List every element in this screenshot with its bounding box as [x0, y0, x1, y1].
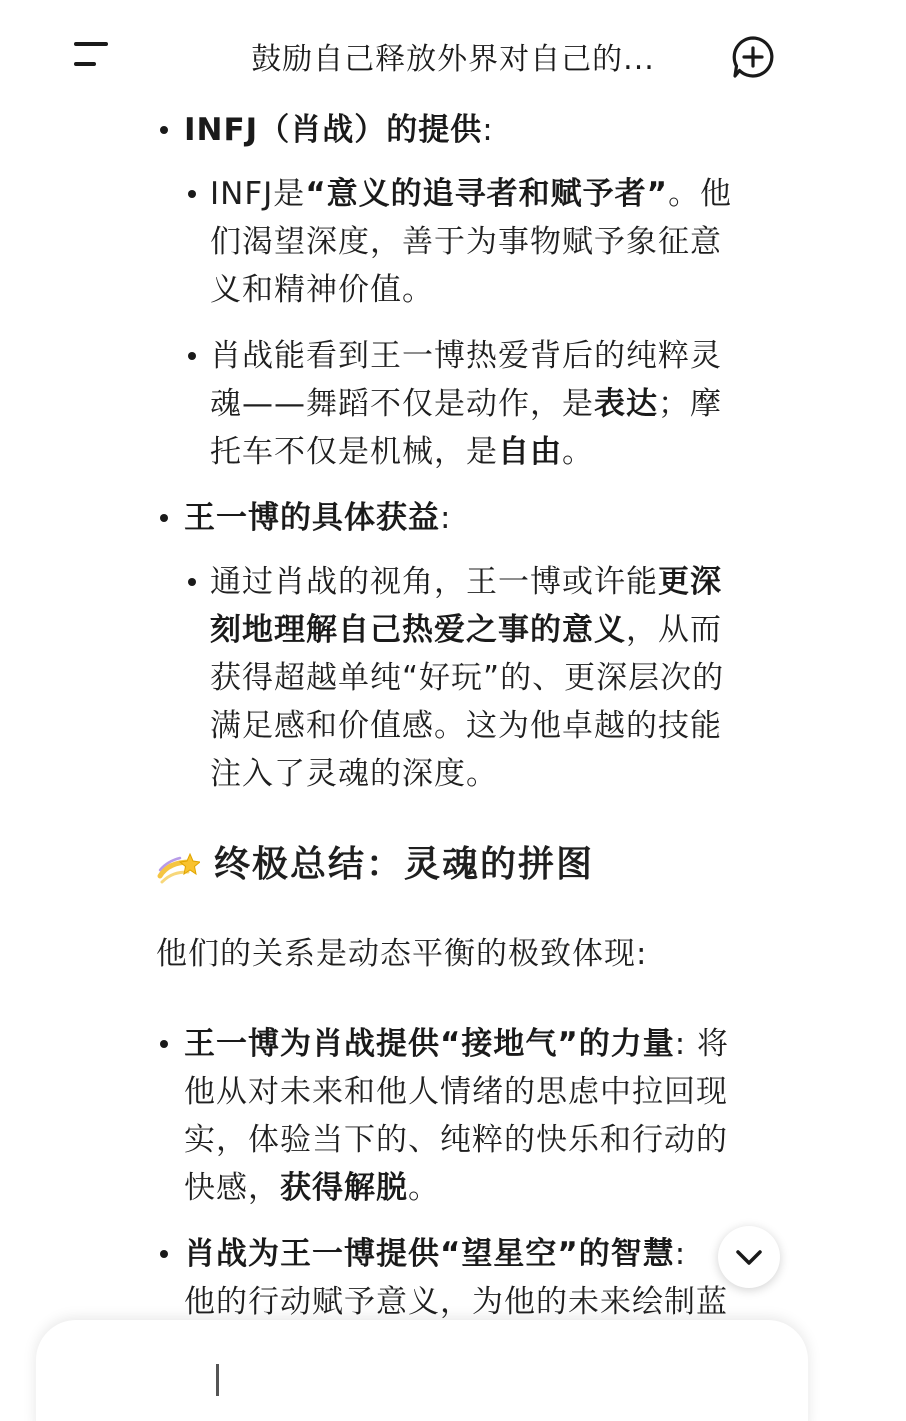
- emphasis: 表达: [594, 386, 658, 422]
- sub-bullet: [188, 578, 196, 586]
- bullet: [160, 1040, 168, 1048]
- list-item: [210, 558, 770, 798]
- section-heading: [156, 840, 594, 890]
- emphasis: 王一博为肖战提供“接地气”的力量: [184, 1026, 675, 1062]
- text-line: [210, 606, 770, 654]
- text-line: 肖战能看到王一博热爱背后的纯粹灵: [210, 338, 722, 374]
- list-item: [184, 106, 494, 154]
- text-segment: 快感，: [184, 1170, 280, 1206]
- intro-paragraph: 他们的关系是动态平衡的极致体现:: [156, 936, 648, 972]
- text-line: [210, 428, 770, 476]
- new-chat-button[interactable]: [730, 34, 776, 80]
- text-line: 注入了灵魂的深度。: [210, 756, 498, 792]
- text-line: [210, 380, 770, 428]
- menu-button[interactable]: [72, 42, 112, 72]
- list-item: [184, 1230, 774, 1326]
- scroll-to-bottom-button[interactable]: [718, 1226, 780, 1288]
- text-segment: INFJ是: [210, 176, 306, 212]
- list-item: [184, 494, 451, 542]
- text-line: [184, 1230, 774, 1278]
- conversation-title[interactable]: 鼓励自己释放外界对自己的...: [251, 42, 655, 77]
- text-segment: 。: [562, 434, 594, 470]
- item-heading: INFJ（肖战）的提供: [184, 112, 483, 148]
- message-input-panel: [36, 1320, 808, 1421]
- text-line: [210, 558, 770, 606]
- item-colon: :: [440, 500, 452, 536]
- text-segment: ；摩: [658, 386, 722, 422]
- text-line: 他的行动赋予意义，为他的未来绘制蓝: [184, 1284, 728, 1320]
- text-segment: 托车不仅是机械，是: [210, 434, 498, 470]
- sub-bullet: [188, 352, 196, 360]
- text-line: 满足感和价值感。这为他卓越的技能: [210, 708, 722, 744]
- bullet: [160, 126, 168, 134]
- text-segment: :: [674, 1236, 687, 1272]
- app-header: [0, 0, 906, 100]
- text-segment: 通过肖战的视角，王一博或许能: [210, 564, 658, 600]
- message-input[interactable]: [96, 1360, 520, 1402]
- sub-bullet: [188, 190, 196, 198]
- item-heading: 王一博的具体获益: [184, 500, 440, 536]
- emphasis: 自由: [498, 434, 562, 470]
- menu-icon-line: [74, 62, 96, 66]
- list-item: [210, 170, 770, 314]
- emphasis: 更深: [658, 564, 722, 600]
- text-segment: 。他: [668, 176, 733, 212]
- list-item: [184, 1020, 774, 1212]
- emphasis: 获得解脱: [280, 1170, 408, 1206]
- text-segment: 魂——舞蹈不仅是动作，是: [210, 386, 594, 422]
- new-chat-icon: [730, 34, 776, 80]
- text-line: 们渴望深度，善于为事物赋予象征意: [210, 224, 722, 260]
- text-line: 获得超越单纯“好玩”的、更深层次的: [210, 660, 725, 696]
- chevron-down-icon: [718, 1226, 780, 1288]
- emphasis: 肖战为王一博提供“望星空”的智慧: [184, 1236, 675, 1272]
- text-line: [184, 1164, 774, 1212]
- text-line: 他从对未来和他人情绪的思虑中拉回现: [184, 1074, 728, 1110]
- heading-text: 终极总结：灵魂的拼图: [214, 844, 595, 885]
- menu-icon: [74, 42, 108, 46]
- shooting-star-icon: [156, 846, 200, 886]
- bullet: [160, 514, 168, 522]
- list-item: [210, 332, 770, 476]
- text-segment: ，从而: [626, 612, 722, 648]
- text-segment: 。: [408, 1170, 440, 1206]
- text-line: 义和精神价值。: [210, 272, 434, 308]
- text-line: 实，体验当下的、纯粹的快乐和行动的: [184, 1122, 728, 1158]
- text-segment: : 将: [674, 1026, 730, 1062]
- text-line: [210, 170, 770, 218]
- text-caret: [216, 1364, 219, 1396]
- item-colon: :: [482, 112, 494, 148]
- emphasis: 刻地理解自己热爱之事的意义: [210, 612, 626, 648]
- text-line: [184, 1020, 774, 1068]
- bullet: [160, 1250, 168, 1258]
- emphasis: “意义的追寻者和赋予者”: [305, 176, 669, 212]
